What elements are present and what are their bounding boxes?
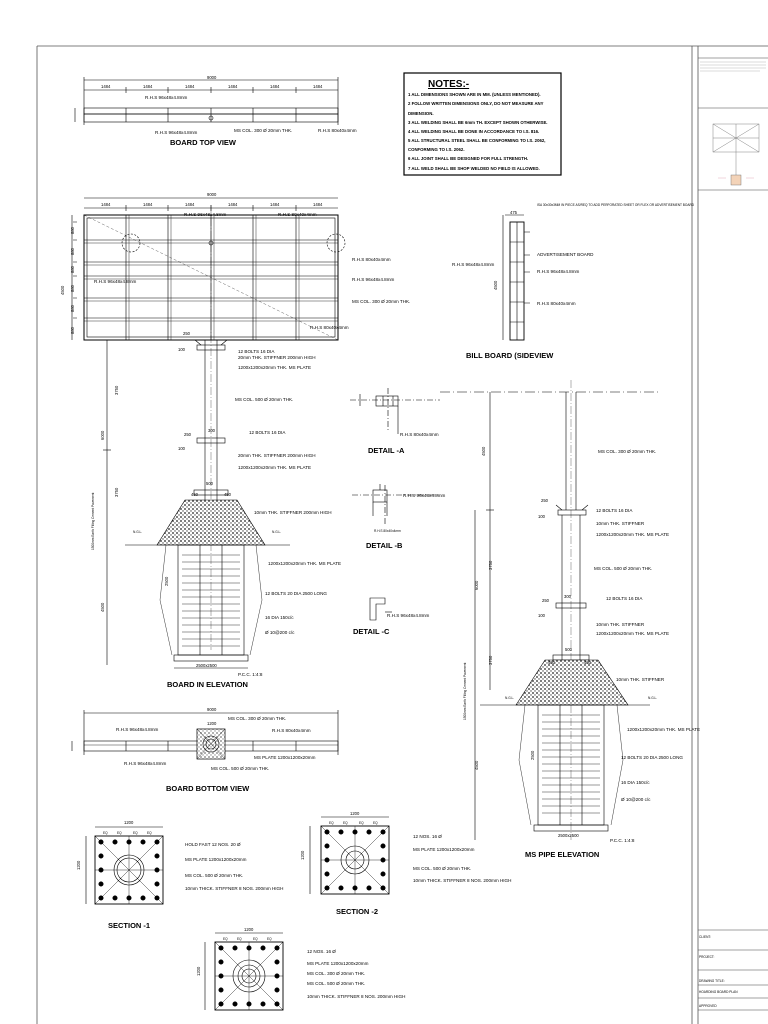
pipe-plate-1200: 1200x1200x20mm THK. MS PLATE xyxy=(596,532,670,537)
pipe-300-dim: 300 xyxy=(564,594,571,599)
pipe-bolts-16: 12 BOLTS 16 DIA xyxy=(596,508,633,513)
section-2-title: SECTION -2 xyxy=(336,907,379,916)
sec2-stiffener: 10mm THICK. STIFFNER 8 NOS. 200mm HIGH xyxy=(413,878,512,883)
sec3-eq-dims xyxy=(223,937,272,941)
sec2-nos-16: 12 NOS. 16 Ø xyxy=(413,834,442,839)
eq-dim: EQ xyxy=(329,821,334,825)
note-line: 6 ALL JOINT SHALL BE DESIGNED FOR FULL STRENGTH. xyxy=(408,156,529,161)
elev-3750-dim-b: 3750 xyxy=(114,487,119,497)
detail-a-rhs: R.H.S 80x40x4mm xyxy=(400,432,439,437)
elev-stiffener-10b: 10mm THK. STIFFNER 200mm HIGH xyxy=(254,510,332,515)
elev-4500-dim: 4500 xyxy=(100,602,105,612)
eq-dim: EQ xyxy=(267,937,272,941)
sec2-eq-dims xyxy=(329,821,378,825)
elev-450-dim-b: 450 xyxy=(224,492,231,497)
note-line: 1 ALL DIMENSIONS SHOWN ARE IN MM. (UNLESS MENTIONED). xyxy=(408,92,541,97)
pipe-3750-dim-b: 3750 xyxy=(488,655,493,665)
note-line: CONFORMING TO I.S. 2062. xyxy=(408,147,465,152)
elev-panel-dim: 1484 xyxy=(228,202,238,207)
eq-dim: EQ xyxy=(343,821,348,825)
bill-board-sideview-title: BILL BOARD (SIDEVIEW xyxy=(466,351,554,360)
detail-b-drawing xyxy=(352,484,440,525)
elev-stiffener-10: 20mm THK. STIFFNER 200mm HIGH xyxy=(238,453,316,458)
elev-6000-dim: 6000 xyxy=(100,430,105,440)
section-3-drawing xyxy=(205,933,283,1010)
elev-bolts-16: 12 BOLTS 16 DIA xyxy=(238,349,275,354)
pipe-450-dim-b: 450 xyxy=(584,660,591,665)
pipe-6000-dim: 6000 xyxy=(474,580,479,590)
pipe-4500-dim: 4500 xyxy=(481,446,486,456)
elev-rhs-80: R.H.S 80x40x4mm xyxy=(278,212,317,217)
pipe-ngl-right: N.G.L. xyxy=(648,696,658,700)
row-dim: 880 xyxy=(70,285,75,292)
detail-b-rhs-80: R.H.S 80x40x4mm xyxy=(374,529,401,533)
elev-panel-dim: 1484 xyxy=(143,202,153,207)
elev-panel-dims xyxy=(101,202,323,207)
sec3-col-300: MS COL. 300 Ø 20mm THK. xyxy=(307,971,366,976)
sec2-1200-side: 1200 xyxy=(300,850,305,860)
row-dim: 880 xyxy=(70,227,75,234)
top-panel-dims xyxy=(101,84,323,89)
pipe-stiffener-10: 10mm THK. STIFFNER xyxy=(596,521,645,526)
bottom-rhs-96: R.H.S 96x48x4.8mm xyxy=(116,727,159,732)
pipe-2500x2500: 2500x2500 xyxy=(558,833,579,838)
ms-pipe-elevation-title: MS PIPE ELEVATION xyxy=(525,850,600,859)
pipe-2500-dim: 2500 xyxy=(530,750,535,760)
sec3-1200-side: 1200 xyxy=(196,966,201,976)
elev-stiffener-20: 20mm THK. STIFFNER 200mm HIGH xyxy=(238,355,316,360)
elev-2500x2500: 2500x2500 xyxy=(196,663,217,668)
pipe-dia-16: 16 DIA 150c/c xyxy=(621,780,650,785)
row-dim: 880 xyxy=(70,266,75,273)
top-total-dim: 9000 xyxy=(207,75,217,80)
elev-100-dim: 100 xyxy=(178,347,185,352)
sec1-col-500: MS COL. 500 Ø 20mm THK. xyxy=(185,873,244,878)
board-top-view-title: BOARD TOP VIEW xyxy=(170,138,236,147)
top-rhs-80-label: R.H.S 80x40x4mm xyxy=(318,128,357,133)
eq-dim: EQ xyxy=(237,937,242,941)
side-rhs-80: R.H.S 80x40x4mm xyxy=(537,301,576,306)
sec3-ms-plate: MS PLATE 1200x1200x20mm xyxy=(307,961,369,966)
side-4500-dim: 4500 xyxy=(493,280,498,290)
top-rhs-label: R.H.S 96x48x4.8mm xyxy=(145,95,188,100)
elev-rhs-96: R.H.S 96x48x4.8mm xyxy=(184,212,227,217)
sec1-stiffener: 10mm THICK. STIFFNER 8 NOS. 200mm HIGH xyxy=(185,886,284,891)
bottom-rhs-96-b: R.H.S 96x48x4.8mm xyxy=(124,761,167,766)
board-elevation xyxy=(72,198,345,668)
pipe-stiffener-20: 10mm THK. STIFFNER xyxy=(616,677,665,682)
elev-col-300: MS COL. 300 Ø 20mm THK. xyxy=(352,299,411,304)
elev-panel-dim: 1484 xyxy=(313,202,323,207)
top-panel-dim: 1484 xyxy=(228,84,238,89)
elev-250-dim: 250 xyxy=(183,331,190,336)
detail-c-rhs: R.H.S 96x48x4.8mm xyxy=(387,613,430,618)
section-1-drawing xyxy=(86,827,163,904)
detail-b-title: DETAIL -B xyxy=(366,541,403,550)
sec1-1200-dim: 1200 xyxy=(124,820,134,825)
pipe-col-500: MS COL. 500 Ø 20mm THK. xyxy=(594,566,653,571)
sec1-eq-dims xyxy=(103,831,152,835)
section-2-drawing xyxy=(310,817,389,894)
bottom-rhs-80: R.H.S 80x40x4mm xyxy=(272,728,311,733)
note-line: 7 ALL WELD SHALL BE SHOP WELDED NO FIELD IS ALLOWED. xyxy=(408,166,540,171)
top-panel-dim: 1484 xyxy=(313,84,323,89)
side-rhs-96-b: R.H.S 96x48x4.8mm xyxy=(537,269,580,274)
elev-rhs-80-c: R.H.S 80x40x4mm xyxy=(310,325,349,330)
pipe-ngl-left: N.G.L. xyxy=(505,696,515,700)
elev-col-500: MS COL. 500 Ø 20mm THK. xyxy=(235,397,294,402)
elev-earth-filling: 1500mm Earth Filling Cement Pavement xyxy=(91,492,95,550)
elev-bolts-20: 12 BOLTS 20 DIA 2500 LONG xyxy=(265,591,327,596)
elev-plate-1200-b: 1200x1200x20mm THK. MS PLATE xyxy=(238,465,312,470)
top-rhs-label-2: R.H.S 96x48x4.8mm xyxy=(155,130,198,135)
pipe-earth-filling: 1500mm Earth Filling Cement Pavement xyxy=(463,662,467,720)
sec2-col-500: MS COL. 500 Ø 20mm THK. xyxy=(413,866,472,871)
elev-panel-dim: 1484 xyxy=(185,202,195,207)
side-475-dim: 475 xyxy=(510,210,517,215)
note-line: 3 ALL WELDING SHALL BE 6mm TH. EXCEPT SHOWN OTHERWISE. xyxy=(408,120,548,125)
elev-bolts-16-b: 12 BOLTS 16 DIA xyxy=(249,430,286,435)
pipe-4500-dim-b: 4500 xyxy=(474,760,479,770)
elev-rhs-96-c: R.H.S 96x48x4.8mm xyxy=(94,279,137,284)
eq-dim: EQ xyxy=(147,831,152,835)
elev-3750-dim: 3750 xyxy=(114,385,119,395)
sec2-ms-plate: MS PLATE 1200x1200x20mm xyxy=(413,847,475,852)
top-panel-dim: 1484 xyxy=(185,84,195,89)
pipe-col-300: MS COL. 300 Ø 20mm THK. xyxy=(598,449,657,454)
pipe-pcc: P.C.C. 1:4:8 xyxy=(610,838,635,843)
pipe-3750-dim: 3750 xyxy=(488,560,493,570)
drawing-name: HOARDING BOARD PLAN xyxy=(699,990,738,994)
elev-panel-dim: 1484 xyxy=(270,202,280,207)
sec3-stiffener: 10mm THICK. STIFFNER 8 NOS. 200mm HIGH xyxy=(307,994,406,999)
eq-dim: EQ xyxy=(223,937,228,941)
elev-100-dim-b: 100 xyxy=(178,446,185,451)
detail-c-title: DETAIL -C xyxy=(353,627,390,636)
title-block-fine-text xyxy=(700,62,766,71)
pipe-450-dim: 450 xyxy=(548,660,555,665)
section-1-title: SECTION -1 xyxy=(108,921,151,930)
bottom-1200-dim: 1200 xyxy=(207,721,217,726)
pipe-100-dim-b: 100 xyxy=(538,613,545,618)
elev-panel-dim: 1484 xyxy=(101,202,111,207)
pipe-500-dim: 500 xyxy=(565,647,572,652)
key-plan-thumb xyxy=(713,124,759,185)
elev-plate-1200-c: 1200x1200x20mm THK. MS PLATE xyxy=(268,561,342,566)
sec2-1200-dim: 1200 xyxy=(350,811,360,816)
pipe-stiffener-10-b: 10mm THK. STIFFNER xyxy=(596,622,645,627)
note-line: 4 ALL WELDING SHALL BE DONE IN ACCORDANCE TO I.S. 816. xyxy=(408,129,540,134)
bill-board-sideview xyxy=(503,215,530,340)
pipe-bolts-16-b: 12 BOLTS 16 DIA xyxy=(606,596,643,601)
top-panel-dim: 1484 xyxy=(143,84,153,89)
elev-300-dim: 300 xyxy=(208,428,215,433)
bottom-total-dim: 9000 xyxy=(207,707,217,712)
eq-dim: EQ xyxy=(133,831,138,835)
note-line: DIMENSION. xyxy=(408,111,434,116)
eq-dim: EQ xyxy=(253,937,258,941)
pipe-plate-1200-c: 1200x1200x20mm THK. MS PLATE xyxy=(627,727,701,732)
board-in-elevation-title: BOARD IN ELEVATION xyxy=(167,680,248,689)
pipe-250-dim: 250 xyxy=(541,498,548,503)
eq-dim: EQ xyxy=(103,831,108,835)
sec1-hold-fast: HOLD FAST 12 NOS. 20 Ø xyxy=(185,842,241,847)
client-label: CLIENT: xyxy=(699,935,711,939)
detail-a-drawing xyxy=(350,388,440,434)
elev-dia-16: 16 DIA 150c/c xyxy=(265,615,294,620)
pipe-250-dim-b: 250 xyxy=(542,598,549,603)
notes-list xyxy=(408,92,548,171)
eq-dim: EQ xyxy=(359,821,364,825)
project-label: PROJECT: xyxy=(699,955,715,959)
elev-500-dim: 500 xyxy=(206,481,213,486)
elev-ngl-left: N.G.L. xyxy=(133,530,143,534)
bottom-col-500: MS COL. 500 Ø 20mm THK. xyxy=(211,766,270,771)
side-adv-board: ADVERTISEMENT BOARD xyxy=(537,252,594,257)
elev-rhs-96-b: R.H.S 96x48x4.8mm xyxy=(352,277,395,282)
eq-dim: EQ xyxy=(373,821,378,825)
side-rhs-96: R.H.S 96x48x4.8mm xyxy=(452,262,495,267)
board-bottom-view-title: BOARD BOTTOM VIEW xyxy=(166,784,250,793)
row-dim: 880 xyxy=(70,327,75,334)
side-isa-note: ISA 30x30x3MM IN PIECE AS/REQ TO ADD PERFORATED SHEET OR FLEX OR ADVERTISEMENT BOARD xyxy=(537,203,695,207)
elev-height-dim: 4500 xyxy=(60,285,65,295)
board-top-view xyxy=(75,77,338,125)
note-line: 5 ALL STRUCTURAL STEEL SHALL BE CONFORMING TO I.S. 2062, xyxy=(408,138,546,143)
sec1-ms-plate: MS PLATE 1200x1200x20mm xyxy=(185,857,247,862)
approved-label: APPROVED xyxy=(699,1004,717,1008)
detail-b-rhs: R.H.S 96x48x4.8mm xyxy=(403,493,446,498)
pipe-dia-10: Ø 10@200 c/c xyxy=(621,797,651,802)
elev-pcc: P.C.C. 1:4:8 xyxy=(238,672,263,677)
bottom-ms-plate: MS PLATE 1200x1200x20mm xyxy=(254,755,316,760)
elev-250-dim-b: 250 xyxy=(184,432,191,437)
sec3-1200-dim: 1200 xyxy=(244,927,254,932)
elev-dia-10: Ø 10@200 c/c xyxy=(265,630,295,635)
detail-a-title: DETAIL -A xyxy=(368,446,405,455)
notes-heading: NOTES:- xyxy=(428,79,470,90)
pipe-bolts-20: 12 BOLTS 20 DIA 2500 LONG xyxy=(621,755,683,760)
top-panel-dim: 1484 xyxy=(101,84,111,89)
top-panel-dim: 1484 xyxy=(270,84,280,89)
drawing-title-label: DRAWING TITLE: xyxy=(699,979,725,983)
elev-ngl-right: N.G.L. xyxy=(272,530,282,534)
elev-2500-dim: 2500 xyxy=(164,576,169,586)
sec3-col-500: MS COL. 500 Ø 20mm THK. xyxy=(307,981,366,986)
sec3-nos-16: 12 NOS. 16 Ø xyxy=(307,949,336,954)
elev-450-dim: 450 xyxy=(191,492,198,497)
elev-plate-1200: 1200x1200x20mm THK. MS PLATE xyxy=(238,365,312,370)
board-bottom-view xyxy=(72,710,338,759)
note-line: 2 FOLLOW WRITTEN DIMENSIONS ONLY, DO NOT MEASURE ANY xyxy=(408,101,544,106)
sec1-1200-side: 1200 xyxy=(76,860,81,870)
row-dim: 880 xyxy=(70,248,75,255)
pipe-plate-1200-b: 1200x1200x20mm THK. MS PLATE xyxy=(596,631,670,636)
top-col-label: MS COL. 300 Ø 20mm THK. xyxy=(234,128,293,133)
elev-total-dim: 9000 xyxy=(207,192,217,197)
pipe-100-dim: 100 xyxy=(538,514,545,519)
title-block xyxy=(698,58,768,1010)
row-dim: 880 xyxy=(70,305,75,312)
elev-rhs-80-b: R.H.S 80x40x4mm xyxy=(352,257,391,262)
bottom-col-300: MS COL. 300 Ø 20mm THK. xyxy=(228,716,287,721)
eq-dim: EQ xyxy=(117,831,122,835)
